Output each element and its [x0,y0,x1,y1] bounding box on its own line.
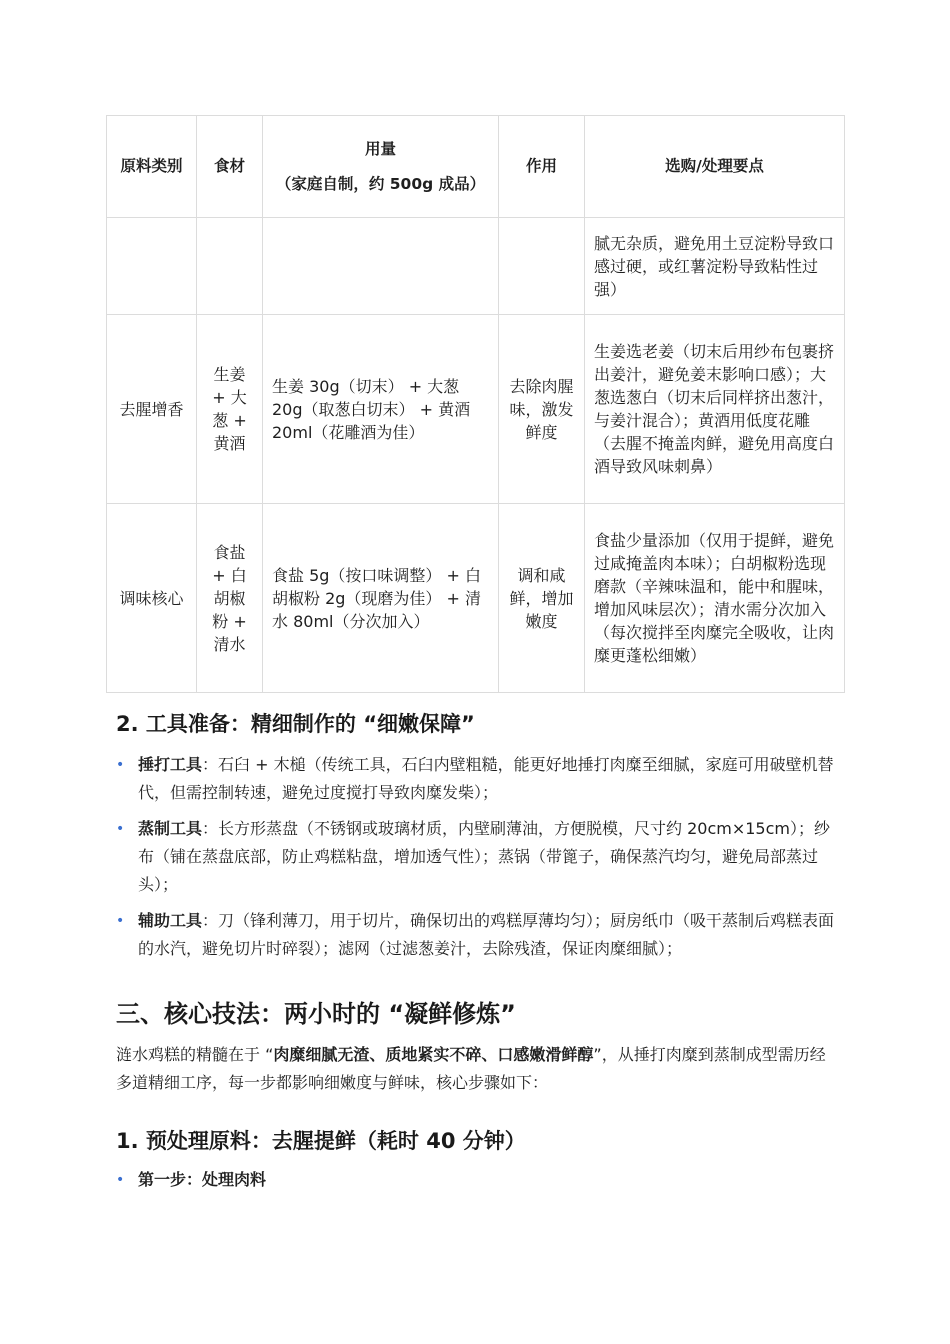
cell-food: 食盐 + 白胡椒粉 + 清水 [197,504,263,693]
header-amount-title: 用量 [364,139,396,158]
tools-heading: 2. 工具准备：精细制作的 “细嫩保障” [116,712,475,736]
header-tips: 选购/处理要点 [585,116,845,218]
table-row [107,315,845,504]
list-item [112,751,840,807]
tools-list [112,751,840,971]
cell-tips: 生姜选老姜（切末后用纱布包裹挤出姜汁，避免姜末影响口感）；大葱选葱白（切末后同样挤出葱汁，与姜汁混合）；黄酒用低度花雕（去腥不掩盖肉鲜，避免用高度白酒导致风味刺鼻） [585,315,845,504]
cell-food [197,218,263,315]
header-amount [263,116,499,218]
cell-category: 调味核心 [107,504,197,693]
header-amount-sub: （家庭自制，约 500g 成品） [275,174,486,193]
cell-function [499,218,585,315]
bullet-icon: • [116,1172,125,1188]
core-intro [116,1041,836,1097]
list-item-text: ：石臼 + 木槌（传统工具，石臼内壁粗糙，能更好地捶打肉糜至细腻，家庭可用破壁机替代，但需控制转速，避免过度搅打导致肉糜发柴）； [138,755,834,802]
bullet-icon: • [116,913,125,929]
cell-function: 调和咸鲜，增加嫩度 [499,504,585,693]
list-item-label: 辅助工具 [138,911,203,930]
ingredients-table [106,115,845,693]
intro-before: 涟水鸡糕的精髓在于 “ [116,1045,274,1064]
core-heading: 三、核心技法：两小时的 “凝鲜修炼” [116,1000,516,1028]
table-row [107,218,845,315]
list-item-text: ：刀（锋利薄刀，用于切片，确保切出的鸡糕厚薄均匀）；厨房纸巾（吸干蒸制后鸡糕表面的水汽，避免切片时碎裂）；滤网（过滤葱姜汁，去除残渣，保证肉糜细腻）； [138,911,835,958]
table-row [107,504,845,693]
intro-after: ”，从捶打肉糜到蒸制成型需历经多道精细工序，每一步都影响细嫩度与鲜味，核心步骤如下： [116,1045,826,1092]
cell-amount [263,218,499,315]
header-category: 原料类别 [107,116,197,218]
cell-category: 去腥增香 [107,315,197,504]
cell-function: 去除肉腥味，激发鲜度 [499,315,585,504]
cell-amount: 食盐 5g（按口味调整） + 白胡椒粉 2g（现磨为佳） + 清水 80ml（分次加入） [263,504,499,693]
list-item [112,815,840,899]
bullet-icon: • [116,821,125,837]
list-item-text: ：长方形蒸盘（不锈钢或玻璃材质，内壁刷薄油，方便脱模，尺寸约 20cm×15cm）；纱布（铺在蒸盘底部，防止鸡糕粘盘，增加透气性）；蒸锅（带篦子，确保蒸汽均匀，避免局部蒸过头）； [138,819,830,894]
cell-amount: 生姜 30g（切末） + 大葱 20g（取葱白切末） + 黄酒 20ml（花雕酒为佳） [263,315,499,504]
cell-food: 生姜 + 大葱 + 黄酒 [197,315,263,504]
list-item [112,1166,840,1194]
header-food: 食材 [197,116,263,218]
step1-list [112,1166,840,1202]
step1-heading: 1. 预处理原料：去腥提鲜（耗时 40 分钟） [116,1129,526,1153]
table-header-row [107,116,845,218]
bullet-icon: • [116,757,125,773]
list-item-label: 第一步：处理肉料 [138,1170,267,1189]
list-item [112,907,840,963]
intro-bold: 肉糜细腻无渣、质地紧实不碎、口感嫩滑鲜醇 [273,1045,594,1064]
list-item-label: 捶打工具 [138,755,203,774]
cell-tips: 腻无杂质，避免用土豆淀粉导致口感过硬，或红薯淀粉导致粘性过强） [585,218,845,315]
cell-category [107,218,197,315]
cell-tips: 食盐少量添加（仅用于提鲜，避免过咸掩盖肉本味）；白胡椒粉选现磨款（辛辣味温和，能中和腥味，增加风味层次）；清水需分次加入（每次搅拌至肉糜完全吸收，让肉糜更蓬松细嫩） [585,504,845,693]
header-function: 作用 [499,116,585,218]
list-item-label: 蒸制工具 [138,819,203,838]
